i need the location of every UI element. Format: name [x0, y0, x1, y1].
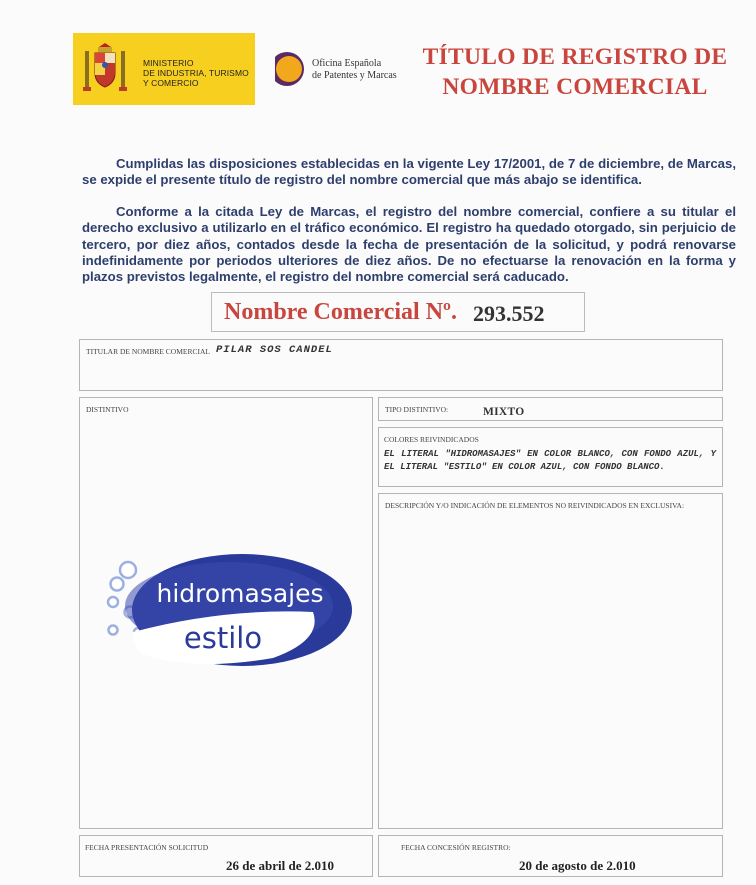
fecha-concesion-value: 20 de agosto de 2.010 [519, 858, 636, 873]
title-line-1: TÍTULO DE REGISTRO DE [422, 44, 728, 70]
oepm-line-1: Oficina Española [312, 58, 382, 69]
colores-label: COLORES REIVINDICADOS [384, 435, 479, 444]
oepm-logo-icon [267, 49, 307, 89]
ministry-logo-block [73, 33, 255, 105]
registration-number-box [211, 292, 585, 332]
tipo-distintivo-label: TIPO DISTINTIVO: [385, 405, 449, 414]
hidromasajes-estilo-logo [103, 550, 353, 680]
fecha-concesion-label: FECHA CONCESIÓN REGISTRO: [401, 843, 511, 852]
document-title [400, 42, 750, 102]
ministry-name [143, 58, 249, 88]
distintivo-label: DISTINTIVO [86, 405, 129, 414]
logo-word-estilo: estilo [183, 621, 263, 655]
fecha-concesion-field [378, 835, 723, 877]
colores-field [378, 427, 723, 487]
descripcion-label: DESCRIPCIÓN Y/O INDICACIÓN DE ELEMENTOS NO REIVINDICADOS EN EXCLUSIVA: [385, 501, 685, 510]
coat-of-arms-icon [81, 39, 129, 99]
registration-number-value: 293.552 [473, 301, 545, 326]
oepm-line-2: de Patentes y Marcas [312, 70, 397, 81]
tipo-distintivo-field [378, 397, 723, 421]
ministry-line-1: MINISTERIO [143, 58, 194, 68]
colores-value: EL LITERAL "HIDROMASAJES" EN COLOR BLANCO, CON FONDO AZUL, Y EL LITERAL "ESTILO" EN COLOR AZUL, CON FONDO BLANCO. [384, 449, 716, 472]
distintivo-field [79, 397, 373, 829]
titular-label: TITULAR DE NOMBRE COMERCIAL [86, 347, 210, 356]
logo-word-hidromasajes: hidromasajes [156, 579, 324, 608]
fecha-presentacion-value: 26 de abril de 2.010 [226, 858, 334, 873]
tipo-distintivo-value: MIXTO [483, 406, 525, 418]
ministry-line-3: Y COMERCIO [143, 78, 199, 88]
registration-number-label: Nombre Comercial Nº. [224, 299, 457, 325]
titular-field [79, 339, 723, 391]
fecha-presentacion-field [79, 835, 373, 877]
titular-value: PILAR SOS CANDEL [216, 344, 333, 356]
rights-paragraph: Conforme a la citada Ley de Marcas, el registro del nombre comercial, confiere a su titular el derecho exclusivo a utilizarlo en el tráfico económico. El registro ha quedado otorgado, sin perjuicio de tercero, por diez años, contados desde la fecha de presentación de la solicitud, y podrá renovarse indefinidamente por periodos ulteriores de diez años. De no efectuarse la renovación en la forma y plazos previstos legalmente, el registro del nombre comercial será caducado. [82, 204, 736, 285]
title-line-2: NOMBRE COMERCIAL [442, 74, 708, 100]
oepm-name [312, 58, 397, 82]
fecha-presentacion-label: FECHA PRESENTACIÓN SOLICITUD [85, 843, 209, 852]
ministry-line-2: DE INDUSTRIA, TURISMO [143, 68, 249, 78]
intro-paragraph: Cumplidas las disposiciones establecidas en la vigente Ley 17/2001, de 7 de diciembre, de Marcas, se expide el presente título de registro del nombre comercial que más abajo se identifica. [82, 156, 736, 188]
descripcion-field [378, 493, 723, 829]
